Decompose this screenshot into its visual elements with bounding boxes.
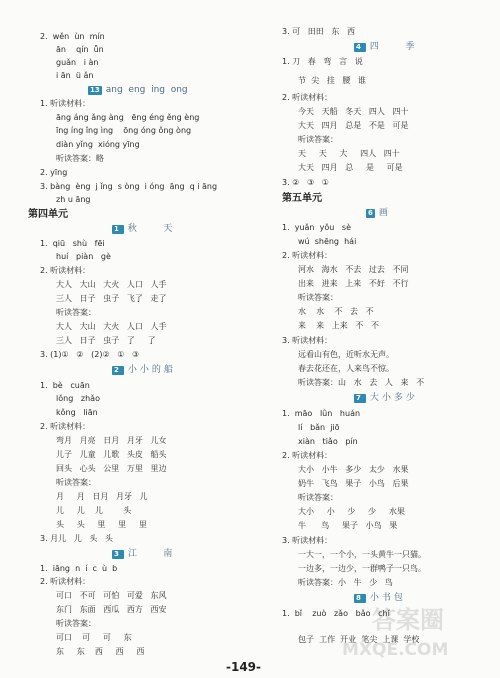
text-line <box>298 136 338 144</box>
text-line <box>56 114 199 122</box>
line-text: 奶牛 飞鸟 果子 小鸟 后果 <box>298 479 409 488</box>
line-text: 听读答案： <box>56 478 96 487</box>
line-text: wú shēng hái <box>298 237 357 246</box>
text-line <box>298 579 393 587</box>
line-text: 3. bàng èng j ǐng s òng i óng āng q i āng <box>40 182 218 191</box>
line-text: 2. 听读材料： <box>282 93 333 102</box>
line-text: 1. bè cuān <box>40 381 90 390</box>
line-text: 2. 听读材料： <box>40 422 91 431</box>
text-line <box>40 578 90 586</box>
text-line <box>40 183 217 191</box>
line-text: 春去花还在，人来鸟不惊。 <box>298 364 394 373</box>
line-text: 东 东 西 西 西 <box>56 647 145 656</box>
text-line <box>298 551 426 559</box>
text-line <box>56 155 104 163</box>
line-text: 回头 心头 公里 万里 里边 <box>56 464 167 473</box>
line-text: 儿 儿 儿 头 <box>56 506 132 515</box>
line-text: 秋 天 <box>127 224 176 234</box>
line-text: 听读答案：略 <box>56 154 104 163</box>
text-line <box>40 565 117 573</box>
text-line <box>282 337 332 345</box>
line-text: guǎn i àn <box>56 58 99 67</box>
lesson-title <box>112 225 175 234</box>
text-line <box>282 252 332 260</box>
text-line <box>56 72 93 80</box>
line-text: lí bǎn jiō <box>298 423 340 432</box>
line-text: 来 来 上来 不 不 <box>298 321 380 330</box>
text-line <box>56 606 167 614</box>
unit-heading <box>282 194 322 204</box>
text-line <box>56 451 167 459</box>
line-text: 头 头 里 里 里 <box>56 520 147 529</box>
lesson-title <box>88 86 188 95</box>
text-line <box>56 295 167 303</box>
text-line <box>56 620 96 628</box>
lesson-title <box>112 550 175 559</box>
line-text: 包子 工作 开业 笔尖 上课 学校 <box>298 635 420 644</box>
text-line <box>298 351 394 359</box>
text-line <box>40 240 105 248</box>
line-text: 听读答案：小 牛 少 鸟 <box>298 578 393 587</box>
text-line <box>56 437 167 445</box>
text-line <box>56 409 98 417</box>
line-text: 3. ② ③ ① <box>282 178 329 187</box>
text-line <box>298 294 338 302</box>
line-text: 远看山有色，近听水无声。 <box>298 350 394 359</box>
line-text: zh u āng <box>56 195 91 204</box>
text-line <box>56 323 167 331</box>
line-text: kǒng liān <box>56 408 98 417</box>
line-text: 牛 鸟 果子 小鸟 果 <box>298 521 398 530</box>
line-text: 1. iāng n í c ù b <box>40 564 118 573</box>
line-text: 2. 听读材料： <box>282 451 333 460</box>
text-line <box>298 379 424 387</box>
line-text: 大小多少 <box>369 393 418 403</box>
lesson-number-badge: 2 <box>114 366 122 374</box>
line-text: 大小 小 少 少 水果 <box>298 507 405 516</box>
text-line <box>298 322 379 330</box>
line-text: 听读答案：山 水 去 人 来 不 <box>298 378 425 387</box>
text-line <box>56 634 132 642</box>
line-text: 3. 听读材料： <box>282 536 333 545</box>
line-text: āng áng ǎng àng ēng éng ěng èng <box>56 113 200 122</box>
text-line <box>298 480 409 488</box>
lesson-number-badge: 1 <box>114 225 122 233</box>
line-text: ang eng ing ong <box>105 85 188 95</box>
text-line <box>56 521 147 529</box>
line-text: 四 季 <box>369 42 418 52</box>
line-text: 江 南 <box>127 549 176 559</box>
line-text: 听读答案： <box>56 308 96 317</box>
text-line <box>56 309 96 317</box>
text-line <box>56 465 167 473</box>
text-line <box>56 648 144 656</box>
line-text: diàn yǐng xióng yīng <box>56 140 140 149</box>
line-text: 2. yīng <box>40 168 68 177</box>
text-line <box>40 267 90 275</box>
text-line <box>56 253 111 261</box>
line-text: 一大一，一个小，一头黄牛一只猫。 <box>298 550 426 559</box>
text-line <box>56 479 96 487</box>
text-line <box>40 423 90 431</box>
text-line <box>56 59 99 67</box>
text-line <box>282 94 332 102</box>
text-line <box>40 169 67 177</box>
line-text: 可口 可 可 东 <box>56 633 132 642</box>
line-text: 三人 日子 虫子 飞了 走了 <box>56 294 167 303</box>
text-line <box>56 127 191 135</box>
line-text: 一边多，一边少，一群鸭子一只鸟。 <box>298 564 426 573</box>
line-text: 3. 听读材料： <box>282 336 333 345</box>
text-line <box>56 196 90 204</box>
line-text: 儿子 儿童 儿歌 头皮 船头 <box>56 450 167 459</box>
lesson-number-badge: 7 <box>356 394 364 402</box>
text-line <box>282 58 363 66</box>
lesson-title <box>366 209 388 218</box>
line-text: 1. māo lǜn huán <box>282 409 361 418</box>
lesson-number-badge: 13 <box>90 86 100 94</box>
text-line <box>298 438 358 446</box>
text-line <box>298 508 405 516</box>
text-line <box>298 522 397 530</box>
line-text: 小书包 <box>369 593 406 603</box>
text-line <box>298 494 338 502</box>
unit-heading <box>28 210 68 220</box>
text-line <box>56 395 100 403</box>
text-line <box>298 164 403 172</box>
text-line <box>56 337 156 345</box>
text-line <box>298 280 409 288</box>
text-line <box>282 410 360 418</box>
line-text: 听读答案： <box>298 135 338 144</box>
text-line <box>56 592 167 600</box>
line-text: 河水 海水 不去 过去 不同 <box>298 265 409 274</box>
text-line <box>298 266 409 274</box>
text-line <box>298 150 400 158</box>
text-line <box>298 466 409 474</box>
lesson-title <box>354 43 417 52</box>
line-text: 大天 四月 总 是 可是 <box>298 163 403 172</box>
text-line <box>40 535 113 543</box>
line-text: 月 月 日月 月牙 儿 <box>56 492 148 501</box>
line-text: 1. 刀 春 弯 言 说 <box>282 57 363 66</box>
text-line <box>56 46 104 54</box>
line-text: 弯月 月亮 日月 月牙 儿女 <box>56 436 167 445</box>
line-text: 大人 大山 大火 人口 人手 <box>56 280 167 289</box>
line-text: ān qín ǖn <box>56 45 104 54</box>
line-text: huí piàn gè <box>56 252 111 261</box>
line-text: 听读答案： <box>298 493 338 502</box>
watermark-chinese: 答案圈 <box>372 606 444 634</box>
text-line <box>56 281 167 289</box>
line-text: 1. yuǎn yǒu sè <box>282 223 351 232</box>
text-line <box>56 141 140 149</box>
line-text: 3. (1)① ② (2)② ① ③ <box>40 350 140 359</box>
lesson-title <box>112 366 176 375</box>
text-line <box>298 238 356 246</box>
line-text: 1. bǐ zuò zǎo bǎo chǐ <box>282 609 390 618</box>
text-line <box>298 108 409 116</box>
line-text: 1. 听读材料： <box>40 99 91 108</box>
text-line <box>282 28 355 36</box>
text-line <box>282 224 351 232</box>
text-line <box>56 493 148 501</box>
line-text: 听读答案： <box>56 619 96 628</box>
text-line <box>40 351 139 359</box>
line-text: 今天 天船 冬天 四人 四十 <box>298 107 409 116</box>
line-text: 节 尖 挂 腰 谁 <box>298 76 366 85</box>
line-text: 三人 日子 虫子 了 了 <box>56 336 156 345</box>
line-text: 2. 听读材料： <box>40 577 91 586</box>
text-line <box>40 382 90 390</box>
lesson-title <box>354 394 418 403</box>
line-text: 水 水 不 去 不 <box>298 307 374 316</box>
line-text: 画 <box>378 208 388 218</box>
line-text: 东门 东面 西瓜 西方 西安 <box>56 605 167 614</box>
line-text: lǒng zhǎo <box>56 394 100 403</box>
line-text: 3. 可 田田 东 西 <box>282 27 356 36</box>
line-text: 第四单元 <box>28 209 68 220</box>
line-text: 1. qiū shù fēi <box>40 239 105 248</box>
text-line <box>282 452 332 460</box>
line-text: 可口 不可 可怕 可爱 东风 <box>56 591 167 600</box>
line-text: 听读答案： <box>298 293 338 302</box>
text-line <box>40 33 105 41</box>
text-line <box>298 122 409 130</box>
text-line <box>282 537 332 545</box>
line-text: 天 天 大 四人 四十 <box>298 149 400 158</box>
line-text: 小小的船 <box>127 365 176 375</box>
line-text: i ān ü ǎn <box>56 71 94 80</box>
text-line <box>298 565 426 573</box>
line-text: 2. wěn ùn mín <box>40 32 105 41</box>
lesson-number-badge: 3 <box>114 550 122 558</box>
watermark-url: MXQE.COM <box>342 640 449 660</box>
text-line <box>298 424 340 432</box>
text-line <box>298 77 366 85</box>
lesson-number-badge: 8 <box>356 594 364 602</box>
line-text: 2. 听读材料： <box>40 266 91 275</box>
text-line <box>40 100 90 108</box>
page-number: -149- <box>226 660 262 674</box>
line-text: 大人 大山 大火 人口 人手 <box>56 322 167 331</box>
line-text: 3. 月儿 儿 头 头 <box>40 534 114 543</box>
line-text: 大小 小牛 多少 太少 水果 <box>298 465 409 474</box>
line-text: xiàn tiǎo pín <box>298 437 358 446</box>
text-line <box>56 507 131 515</box>
lesson-number-badge: 6 <box>368 209 373 217</box>
text-line <box>282 179 329 187</box>
text-line <box>298 365 394 373</box>
line-text: 第五单元 <box>282 193 322 204</box>
lesson-number-badge: 4 <box>356 43 364 51</box>
line-text: īng íng ǐng ìng ōng óng ǒng òng <box>56 126 192 135</box>
text-line <box>298 308 374 316</box>
line-text: 2. 听读材料： <box>282 251 333 260</box>
line-text: 出来 进来 上来 不好 不行 <box>298 279 409 288</box>
line-text: 大天 四月 总是 不是 可是 <box>298 121 409 130</box>
